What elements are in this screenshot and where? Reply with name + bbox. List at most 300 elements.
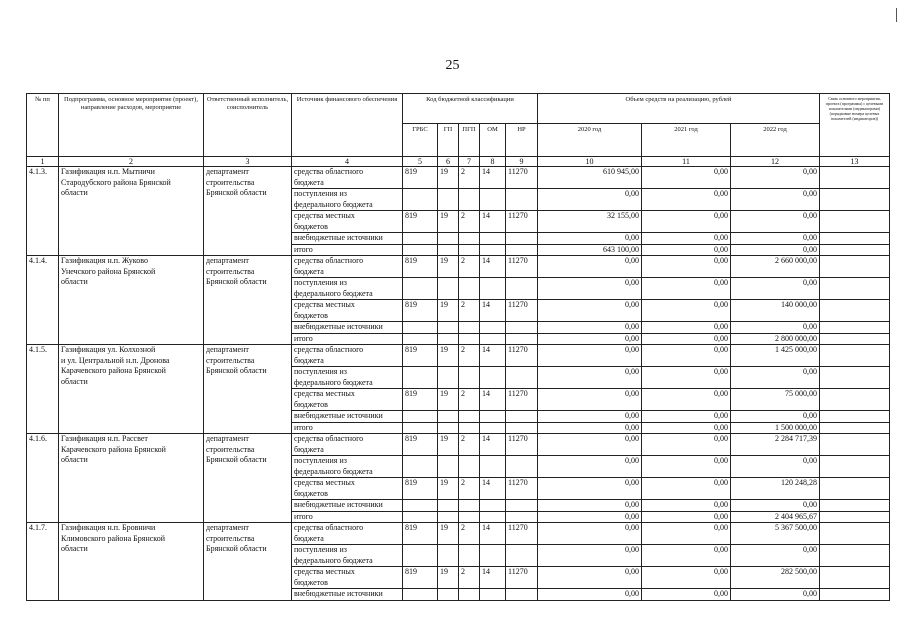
funding-source-line: внебюджетные источники bbox=[294, 411, 383, 420]
entry-title-line: Газификация н.п. Мытничи bbox=[61, 167, 155, 176]
code-pgp: 2 bbox=[459, 167, 480, 189]
code-om bbox=[480, 333, 506, 345]
funding-source-line: бюджета bbox=[294, 355, 324, 365]
funding-source-line: средства местных bbox=[294, 567, 355, 576]
entry-responsible bbox=[204, 523, 292, 601]
indicator-link bbox=[820, 456, 890, 478]
code-np: 11270 bbox=[506, 567, 538, 589]
code-gp bbox=[438, 589, 459, 601]
code-gp bbox=[438, 367, 459, 389]
entry-title bbox=[59, 345, 204, 434]
funding-source-line: средства областного bbox=[294, 434, 364, 443]
code-pgp: 2 bbox=[459, 256, 480, 278]
code-om bbox=[480, 456, 506, 478]
indicator-link bbox=[820, 233, 890, 245]
code-gp: 19 bbox=[438, 523, 459, 545]
value-2021: 0,00 bbox=[642, 233, 731, 245]
indicator-link bbox=[820, 500, 890, 512]
col-number: 13 bbox=[820, 157, 890, 167]
funding-source-line: средства местных bbox=[294, 300, 355, 309]
value-2021: 0,00 bbox=[642, 567, 731, 589]
code-grbs bbox=[403, 322, 438, 334]
value-2022: 0,00 bbox=[731, 322, 820, 334]
code-pgp bbox=[459, 456, 480, 478]
value-2021: 0,00 bbox=[642, 434, 731, 456]
header-responsible: Ответственный исполнитель, соисполнитель bbox=[204, 94, 292, 157]
funding-source-line: итого bbox=[294, 422, 313, 432]
funding-source-line: внебюджетные источники bbox=[294, 233, 383, 242]
value-2020: 0,00 bbox=[538, 345, 642, 367]
table-row bbox=[27, 256, 890, 278]
funding-source-line: средства областного bbox=[294, 523, 364, 532]
header-np: НР bbox=[506, 124, 538, 157]
funding-source-line: средства областного bbox=[294, 345, 364, 354]
code-pgp bbox=[459, 367, 480, 389]
entry-title-line: области bbox=[61, 188, 88, 197]
col-number: 8 bbox=[480, 157, 506, 167]
value-2021: 0,00 bbox=[642, 244, 731, 256]
header-num: № пп bbox=[27, 94, 59, 157]
col-number: 1 bbox=[27, 157, 59, 167]
funding-source bbox=[292, 478, 403, 500]
funding-source-line: бюджетов bbox=[294, 577, 328, 587]
code-grbs bbox=[403, 545, 438, 567]
code-om: 14 bbox=[480, 256, 506, 278]
indicator-link bbox=[820, 300, 890, 322]
code-pgp bbox=[459, 322, 480, 334]
code-om: 14 bbox=[480, 211, 506, 233]
entry-title-line: Газификация н.п. Жуково bbox=[61, 256, 148, 265]
value-2021: 0,00 bbox=[642, 167, 731, 189]
code-pgp bbox=[459, 422, 480, 434]
entry-responsible-line: департамент bbox=[206, 256, 249, 265]
funding-source-line: федерального бюджета bbox=[294, 199, 373, 209]
code-gp bbox=[438, 333, 459, 345]
code-om bbox=[480, 511, 506, 523]
funding-source bbox=[292, 367, 403, 389]
value-2022: 2 404 965,67 bbox=[731, 511, 820, 523]
col-number: 11 bbox=[642, 157, 731, 167]
value-2022: 0,00 bbox=[731, 500, 820, 512]
funding-source-line: федерального бюджета bbox=[294, 466, 373, 476]
code-np bbox=[506, 411, 538, 423]
funding-source-line: федерального бюджета bbox=[294, 288, 373, 298]
header-program: Подпрограмма, основное мероприятие (проект), направление расходов, мероприятие bbox=[59, 94, 204, 157]
entry-responsible-line: Брянской области bbox=[206, 544, 267, 553]
code-np: 11270 bbox=[506, 345, 538, 367]
code-om bbox=[480, 244, 506, 256]
funding-source-line: внебюджетные источники bbox=[294, 589, 383, 598]
table-row bbox=[27, 345, 890, 367]
col-number: 12 bbox=[731, 157, 820, 167]
funding-source-line: бюджетов bbox=[294, 221, 328, 231]
code-om: 14 bbox=[480, 300, 506, 322]
entry-responsible-line: Брянской области bbox=[206, 455, 267, 464]
value-2020: 0,00 bbox=[538, 389, 642, 411]
code-grbs bbox=[403, 422, 438, 434]
code-grbs bbox=[403, 333, 438, 345]
value-2021: 0,00 bbox=[642, 545, 731, 567]
funding-source-line: средства местных bbox=[294, 211, 355, 220]
code-gp bbox=[438, 411, 459, 423]
value-2022: 0,00 bbox=[731, 167, 820, 189]
value-2022: 140 000,00 bbox=[731, 300, 820, 322]
col-number: 7 bbox=[459, 157, 480, 167]
funding-source bbox=[292, 233, 403, 245]
code-pgp bbox=[459, 233, 480, 245]
funding-source bbox=[292, 244, 403, 256]
code-grbs: 819 bbox=[403, 167, 438, 189]
code-np bbox=[506, 511, 538, 523]
entry-responsible-line: департамент bbox=[206, 167, 249, 176]
value-2022: 0,00 bbox=[731, 589, 820, 601]
code-gp: 19 bbox=[438, 389, 459, 411]
code-grbs bbox=[403, 456, 438, 478]
value-2022: 0,00 bbox=[731, 411, 820, 423]
code-np: 11270 bbox=[506, 256, 538, 278]
code-np: 11270 bbox=[506, 434, 538, 456]
code-om bbox=[480, 189, 506, 211]
col-number: 9 bbox=[506, 157, 538, 167]
value-2021: 0,00 bbox=[642, 333, 731, 345]
code-pgp bbox=[459, 589, 480, 601]
entry-responsible-line: Брянской области bbox=[206, 277, 267, 286]
value-2020: 0,00 bbox=[538, 300, 642, 322]
code-om bbox=[480, 422, 506, 434]
code-pgp bbox=[459, 545, 480, 567]
entry-title bbox=[59, 523, 204, 601]
value-2021: 0,00 bbox=[642, 500, 731, 512]
entry-responsible-line: строительства bbox=[206, 533, 255, 543]
funding-source-line: поступления из bbox=[294, 545, 347, 554]
value-2022: 75 000,00 bbox=[731, 389, 820, 411]
table-row bbox=[27, 434, 890, 456]
entry-number: 4.1.5. bbox=[27, 345, 59, 434]
indicator-link bbox=[820, 523, 890, 545]
entry-responsible-line: департамент bbox=[206, 345, 249, 354]
funding-source bbox=[292, 322, 403, 334]
entry-responsible-line: Брянской области bbox=[206, 188, 267, 197]
value-2022: 5 367 500,00 bbox=[731, 523, 820, 545]
code-om: 14 bbox=[480, 389, 506, 411]
code-om: 14 bbox=[480, 567, 506, 589]
code-gp bbox=[438, 244, 459, 256]
indicator-link bbox=[820, 422, 890, 434]
code-om bbox=[480, 278, 506, 300]
code-np bbox=[506, 422, 538, 434]
code-grbs bbox=[403, 511, 438, 523]
code-pgp: 2 bbox=[459, 523, 480, 545]
entry-responsible bbox=[204, 167, 292, 256]
value-2022: 1 425 000,00 bbox=[731, 345, 820, 367]
entry-responsible bbox=[204, 345, 292, 434]
funding-source bbox=[292, 411, 403, 423]
header-pgp: ПГП bbox=[459, 124, 480, 157]
indicator-link bbox=[820, 167, 890, 189]
code-np bbox=[506, 589, 538, 601]
funding-source-line: средства областного bbox=[294, 256, 364, 265]
code-np bbox=[506, 189, 538, 211]
indicator-link bbox=[820, 545, 890, 567]
entry-number: 4.1.4. bbox=[27, 256, 59, 345]
value-2020: 0,00 bbox=[538, 567, 642, 589]
code-pgp: 2 bbox=[459, 211, 480, 233]
value-2021: 0,00 bbox=[642, 367, 731, 389]
code-pgp bbox=[459, 511, 480, 523]
code-om: 14 bbox=[480, 167, 506, 189]
indicator-link bbox=[820, 511, 890, 523]
value-2022: 0,00 bbox=[731, 545, 820, 567]
value-2021: 0,00 bbox=[642, 589, 731, 601]
funding-source-line: итого bbox=[294, 511, 313, 521]
value-2022: 1 500 000,00 bbox=[731, 422, 820, 434]
code-pgp: 2 bbox=[459, 300, 480, 322]
value-2020: 0,00 bbox=[538, 256, 642, 278]
code-np: 11270 bbox=[506, 523, 538, 545]
indicator-link bbox=[820, 389, 890, 411]
entry-title-line: Стародубского района Брянской bbox=[61, 177, 171, 187]
value-2021: 0,00 bbox=[642, 345, 731, 367]
entry-title-line: области bbox=[61, 544, 88, 553]
funding-source bbox=[292, 389, 403, 411]
funding-source-line: итого bbox=[294, 244, 313, 254]
entry-number: 4.1.6. bbox=[27, 434, 59, 523]
code-np bbox=[506, 545, 538, 567]
funding-source bbox=[292, 500, 403, 512]
value-2020: 0,00 bbox=[538, 545, 642, 567]
indicator-link bbox=[820, 411, 890, 423]
value-2020: 0,00 bbox=[538, 500, 642, 512]
header-2020: 2020 год bbox=[538, 124, 642, 157]
col-number: 3 bbox=[204, 157, 292, 167]
value-2020: 643 100,00 bbox=[538, 244, 642, 256]
code-gp: 19 bbox=[438, 478, 459, 500]
code-om bbox=[480, 545, 506, 567]
code-pgp: 2 bbox=[459, 478, 480, 500]
code-np bbox=[506, 500, 538, 512]
code-grbs bbox=[403, 189, 438, 211]
code-gp: 19 bbox=[438, 345, 459, 367]
code-np: 11270 bbox=[506, 389, 538, 411]
value-2022: 0,00 bbox=[731, 189, 820, 211]
code-grbs: 819 bbox=[403, 211, 438, 233]
header-volume: Объем средств на реализацию, рублей bbox=[538, 94, 820, 124]
entry-title-line: области bbox=[61, 455, 88, 464]
code-pgp: 2 bbox=[459, 389, 480, 411]
indicator-link bbox=[820, 333, 890, 345]
code-pgp bbox=[459, 333, 480, 345]
value-2020: 0,00 bbox=[538, 523, 642, 545]
code-om bbox=[480, 322, 506, 334]
code-om: 14 bbox=[480, 478, 506, 500]
value-2022: 2 800 000,00 bbox=[731, 333, 820, 345]
header-2022: 2022 год bbox=[731, 124, 820, 157]
code-np: 11270 bbox=[506, 300, 538, 322]
indicator-link bbox=[820, 244, 890, 256]
entry-title-line: Газификация ул. Колхозной bbox=[61, 345, 156, 354]
header-grbs: ГРБС bbox=[403, 124, 438, 157]
value-2021: 0,00 bbox=[642, 523, 731, 545]
code-gp bbox=[438, 233, 459, 245]
funding-source-line: федерального бюджета bbox=[294, 555, 373, 565]
funding-source-line: бюджетов bbox=[294, 399, 328, 409]
value-2021: 0,00 bbox=[642, 322, 731, 334]
col-number: 5 bbox=[403, 157, 438, 167]
funding-source bbox=[292, 333, 403, 345]
value-2020: 0,00 bbox=[538, 478, 642, 500]
code-pgp: 2 bbox=[459, 434, 480, 456]
funding-source bbox=[292, 211, 403, 233]
header-link: Связь основного мероприятия, проекта (программы) с целевыми показателями (индикаторами) (порядковые номера целевых показателей (индикаторов)) bbox=[820, 94, 890, 157]
entry-title bbox=[59, 167, 204, 256]
col-number: 2 bbox=[59, 157, 204, 167]
value-2021: 0,00 bbox=[642, 189, 731, 211]
funding-source-line: бюджета bbox=[294, 266, 324, 276]
funding-source bbox=[292, 167, 403, 189]
entry-title-line: Карачевского района Брянской bbox=[61, 444, 166, 454]
value-2021: 0,00 bbox=[642, 456, 731, 478]
value-2020: 32 155,00 bbox=[538, 211, 642, 233]
table-row bbox=[27, 523, 890, 545]
funding-source bbox=[292, 589, 403, 601]
code-np bbox=[506, 367, 538, 389]
value-2022: 120 248,28 bbox=[731, 478, 820, 500]
funding-source-line: поступления из bbox=[294, 278, 347, 287]
header-sources: Источник финансового обеспечения bbox=[292, 94, 403, 157]
code-np bbox=[506, 322, 538, 334]
header-om: ОМ bbox=[480, 124, 506, 157]
code-pgp bbox=[459, 411, 480, 423]
code-np bbox=[506, 244, 538, 256]
code-gp: 19 bbox=[438, 256, 459, 278]
funding-source-line: итого bbox=[294, 333, 313, 343]
value-2022: 282 500,00 bbox=[731, 567, 820, 589]
value-2022: 0,00 bbox=[731, 233, 820, 245]
code-om bbox=[480, 233, 506, 245]
entry-title-line: Газификация н.п. Рассвет bbox=[61, 434, 148, 443]
code-gp bbox=[438, 500, 459, 512]
indicator-link bbox=[820, 278, 890, 300]
value-2022: 0,00 bbox=[731, 278, 820, 300]
code-np: 11270 bbox=[506, 211, 538, 233]
value-2021: 0,00 bbox=[642, 478, 731, 500]
value-2021: 0,00 bbox=[642, 511, 731, 523]
entry-title bbox=[59, 256, 204, 345]
value-2021: 0,00 bbox=[642, 411, 731, 423]
code-gp: 19 bbox=[438, 167, 459, 189]
code-np: 11270 bbox=[506, 167, 538, 189]
entry-title-line: Газификация н.п. Бровничи bbox=[61, 523, 156, 532]
funding-source bbox=[292, 278, 403, 300]
code-gp bbox=[438, 511, 459, 523]
entry-responsible bbox=[204, 434, 292, 523]
code-om: 14 bbox=[480, 434, 506, 456]
funding-source-line: бюджета bbox=[294, 444, 324, 454]
edge-mark bbox=[896, 8, 897, 22]
entry-title-line: области bbox=[61, 277, 88, 286]
header-2021: 2021 год bbox=[642, 124, 731, 157]
value-2020: 0,00 bbox=[538, 511, 642, 523]
value-2020: 0,00 bbox=[538, 189, 642, 211]
indicator-link bbox=[820, 478, 890, 500]
value-2020: 0,00 bbox=[538, 233, 642, 245]
value-2022: 0,00 bbox=[731, 456, 820, 478]
code-pgp: 2 bbox=[459, 567, 480, 589]
entry-responsible-line: строительства bbox=[206, 177, 255, 187]
code-gp bbox=[438, 322, 459, 334]
funding-source-line: средства местных bbox=[294, 478, 355, 487]
indicator-link bbox=[820, 211, 890, 233]
value-2021: 0,00 bbox=[642, 389, 731, 411]
funding-source bbox=[292, 300, 403, 322]
funding-source-line: федерального бюджета bbox=[294, 377, 373, 387]
col-number: 10 bbox=[538, 157, 642, 167]
code-grbs: 819 bbox=[403, 434, 438, 456]
entry-title-line: Климовского района Брянской bbox=[61, 533, 166, 543]
entry-title-line: и ул. Центральной н.п. Дронова bbox=[61, 355, 170, 365]
value-2022: 2 284 717,39 bbox=[731, 434, 820, 456]
funding-source-line: внебюджетные источники bbox=[294, 500, 383, 509]
entry-title-line: Карачевского района Брянской bbox=[61, 366, 166, 375]
col-number: 6 bbox=[438, 157, 459, 167]
value-2020: 0,00 bbox=[538, 333, 642, 345]
funding-source bbox=[292, 523, 403, 545]
code-gp bbox=[438, 189, 459, 211]
funding-source bbox=[292, 256, 403, 278]
code-grbs bbox=[403, 244, 438, 256]
code-pgp: 2 bbox=[459, 345, 480, 367]
code-pgp bbox=[459, 500, 480, 512]
entry-number: 4.1.3. bbox=[27, 167, 59, 256]
value-2022: 0,00 bbox=[731, 244, 820, 256]
funding-source bbox=[292, 422, 403, 434]
indicator-link bbox=[820, 322, 890, 334]
code-gp: 19 bbox=[438, 211, 459, 233]
code-om bbox=[480, 589, 506, 601]
value-2020: 0,00 bbox=[538, 411, 642, 423]
code-grbs: 819 bbox=[403, 256, 438, 278]
value-2020: 0,00 bbox=[538, 422, 642, 434]
funding-source bbox=[292, 567, 403, 589]
code-np bbox=[506, 333, 538, 345]
entry-responsible-line: строительства bbox=[206, 266, 255, 276]
value-2021: 0,00 bbox=[642, 256, 731, 278]
entry-responsible-line: Брянской области bbox=[206, 366, 267, 375]
entry-number: 4.1.7. bbox=[27, 523, 59, 601]
code-grbs: 819 bbox=[403, 523, 438, 545]
code-gp bbox=[438, 545, 459, 567]
value-2020: 0,00 bbox=[538, 367, 642, 389]
value-2020: 0,00 bbox=[538, 434, 642, 456]
code-gp bbox=[438, 422, 459, 434]
funding-source bbox=[292, 545, 403, 567]
code-grbs bbox=[403, 411, 438, 423]
header-budget-code: Код бюджетной классификации bbox=[403, 94, 538, 124]
value-2021: 0,00 bbox=[642, 211, 731, 233]
funding-source bbox=[292, 189, 403, 211]
indicator-link bbox=[820, 345, 890, 367]
table-body bbox=[27, 167, 890, 601]
indicator-link bbox=[820, 567, 890, 589]
value-2020: 0,00 bbox=[538, 456, 642, 478]
funding-source-line: бюджета bbox=[294, 177, 324, 187]
entry-responsible-line: департамент bbox=[206, 434, 249, 443]
funding-source bbox=[292, 434, 403, 456]
code-grbs bbox=[403, 233, 438, 245]
code-pgp bbox=[459, 244, 480, 256]
entry-responsible bbox=[204, 256, 292, 345]
funding-source bbox=[292, 511, 403, 523]
